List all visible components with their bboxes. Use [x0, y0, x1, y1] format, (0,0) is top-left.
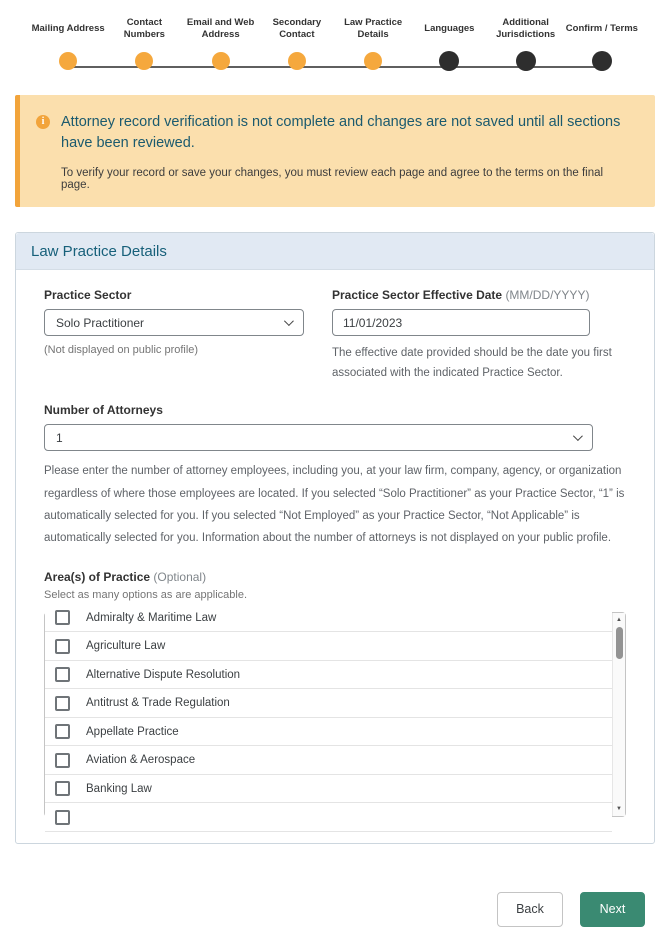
effective-date-helper: The effective date provided should be the date you first associated with the indicated Practice Sector. [332, 347, 612, 379]
step-label: Law Practice Details [344, 17, 403, 40]
step-circle-icon[interactable] [364, 52, 382, 70]
practice-area-label[interactable]: Banking Law [86, 782, 152, 795]
areas-of-practice-helper: Select as many options as are applicable. [44, 588, 248, 601]
stepper-step[interactable] [411, 10, 487, 71]
verification-warning-banner [15, 95, 655, 207]
areas-of-practice-listbox [44, 612, 626, 817]
step-label: Email and Web Address [186, 17, 255, 40]
step-label: Secondary Contact [272, 17, 322, 40]
step-circle-icon[interactable] [288, 52, 306, 70]
practice-area-label[interactable]: Aviation & Aerospace [86, 754, 196, 767]
effective-date-input[interactable] [332, 309, 590, 336]
banner-title: Attorney record verification is not complete and changes are not saved until all sections have been reviewed. [61, 114, 621, 152]
step-label: Confirm / Terms [565, 23, 638, 35]
step-circle-icon[interactable] [135, 52, 153, 70]
practice-area-row [45, 803, 612, 832]
practice-sector-label: Practice Sector [44, 288, 132, 303]
banner-body: To verify your record or save your changes, you must review each page and agree to the terms on the final page. [61, 167, 604, 192]
scrollbar-thumb[interactable] [616, 627, 623, 659]
practice-area-label[interactable]: Antitrust & Trade Regulation [86, 697, 230, 710]
practice-area-checkbox[interactable] [55, 667, 70, 682]
section-title: Law Practice Details [31, 243, 167, 261]
practice-area-row [45, 604, 612, 633]
practice-area-label[interactable]: Agriculture Law [86, 640, 166, 653]
stepper-step[interactable] [564, 10, 640, 71]
law-practice-details-card [15, 232, 655, 844]
step-label: Contact Numbers [123, 17, 165, 40]
practice-area-row [45, 775, 612, 804]
effective-date-label: Practice Sector Effective Date (MM/DD/YYYY) [332, 288, 590, 303]
practice-area-checkbox[interactable] [55, 724, 70, 739]
info-icon: i [36, 115, 50, 129]
step-circle-icon[interactable] [59, 52, 77, 70]
practice-area-checkbox[interactable] [55, 781, 70, 796]
step-label: Languages [424, 23, 475, 35]
number-of-attorneys-label: Number of Attorneys [44, 403, 163, 418]
scroll-down-arrow-icon[interactable]: ▼ [616, 805, 622, 812]
stepper-step[interactable] [30, 10, 106, 71]
step-circle-icon[interactable] [516, 51, 536, 71]
practice-area-label[interactable]: Appellate Practice [86, 725, 179, 738]
step-circle-icon[interactable] [439, 51, 459, 71]
practice-area-checkbox[interactable] [55, 810, 70, 825]
wizard-stepper [30, 10, 640, 71]
card-header [16, 233, 654, 270]
stepper-step[interactable] [183, 10, 259, 71]
stepper-step[interactable] [335, 10, 411, 71]
practice-area-row [45, 632, 612, 661]
practice-sector-select[interactable] [44, 309, 304, 336]
step-circle-icon[interactable] [592, 51, 612, 71]
practice-area-label[interactable]: Admiralty & Maritime Law [86, 611, 217, 624]
practice-area-checkbox[interactable] [55, 753, 70, 768]
areas-of-practice-list [45, 604, 612, 832]
stepper-step[interactable] [106, 10, 182, 71]
practice-sector-helper: (Not displayed on public profile) [44, 344, 199, 357]
practice-area-checkbox[interactable] [55, 610, 70, 625]
stepper-step[interactable] [488, 10, 564, 71]
practice-area-row [45, 746, 612, 775]
practice-area-row [45, 661, 612, 690]
next-button[interactable]: Next [580, 892, 645, 927]
practice-area-label[interactable]: Alternative Dispute Resolution [86, 668, 241, 681]
chevron-down-icon [284, 316, 294, 326]
areas-of-practice-label: Area(s) of Practice (Optional) [44, 569, 207, 584]
step-circle-icon[interactable] [212, 52, 230, 70]
number-of-attorneys-helper: Please enter the number of attorney employees, including you, at your law firm, company, agency, or organization regardless of where those employees are located. If you selected “Solo Practitioner” as your Practice Sector, “1” is automatically selected for you. If you selected “Not Employed” as your Practice Sector, “Not Applicable” is automatically selected for you. Information about the number of attorneys is not displayed on your public profile. [44, 465, 625, 545]
chevron-down-icon [573, 431, 583, 441]
step-label: Additional Jurisdictions [496, 17, 556, 40]
back-button[interactable]: Back [497, 892, 563, 927]
practice-areas-scrollbar[interactable] [612, 613, 625, 816]
scroll-up-arrow-icon[interactable]: ▲ [616, 616, 622, 623]
number-of-attorneys-select[interactable] [44, 424, 593, 451]
practice-sector-value: Solo Practitioner [56, 315, 145, 330]
step-label: Mailing Address [31, 23, 105, 35]
practice-area-row [45, 689, 612, 718]
practice-area-checkbox[interactable] [55, 639, 70, 654]
practice-area-row [45, 718, 612, 747]
number-of-attorneys-value: 1 [56, 430, 63, 445]
practice-area-checkbox[interactable] [55, 696, 70, 711]
stepper-step[interactable] [259, 10, 335, 71]
